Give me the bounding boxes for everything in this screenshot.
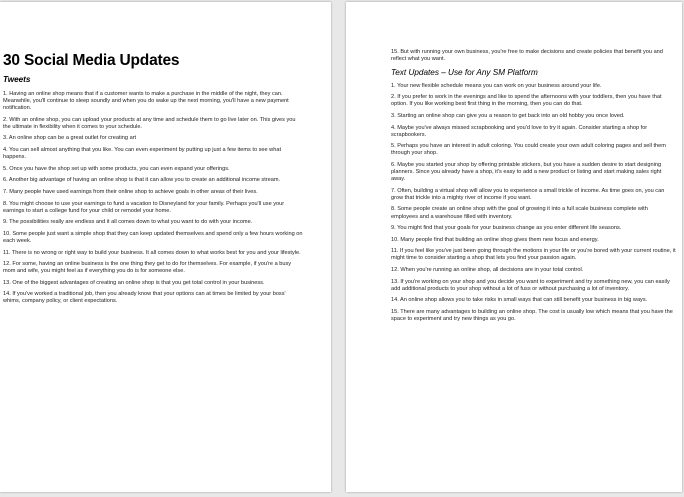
- text-update-paragraph: 11. If you feel like you've just been going through the motions in your life or you're bored with your current routine, it might time to consider starting a shop that lets you find your passion again.: [391, 248, 676, 262]
- tweet-paragraph: 11. There is no wrong or right way to build your business. It all comes down to what works best for you and your lifestyle.: [3, 249, 301, 256]
- section-heading-tweets: Tweets: [3, 75, 31, 84]
- tweet-paragraph: 3. An online shop can be a great outlet for creating art: [3, 135, 137, 142]
- text-update-paragraph: 1. Your new flexible schedule means you can work on your business around your life.: [391, 82, 602, 89]
- tweet-paragraph: 8. You might choose to use your earnings to fund a vacation to Disneyland for your family. Perhaps you'll use your earnings to start a college fund for your child or remodel your home.: [3, 200, 285, 214]
- tweet-paragraph: 10. Some people just want a simple shop that they can keep updated themselves and spend only a few hours working on each week.: [3, 230, 303, 244]
- text-update-paragraph: 5. Perhaps you have an interest in adult coloring. You could create your own adult coloring pages and sell them through your shop.: [391, 143, 666, 157]
- tweet-paragraph: 4. You can sell almost anything that you like. You can even experiment by putting up just a few items to see what happens.: [3, 147, 281, 161]
- tweet-paragraph: 9. The possibilities really are endless and it all comes down to what you want to do with your income.: [3, 219, 253, 226]
- document-title: 30 Social Media Updates: [3, 52, 180, 69]
- tweets-continued-list: [391, 49, 676, 63]
- text-updates-list: [391, 83, 676, 323]
- section-heading-text-updates: Text Updates – Use for Any SM Platform: [391, 67, 538, 77]
- text-update-paragraph: 14. An online shop allows you to take risks in small ways that can still benefit your business in big ways.: [391, 297, 648, 304]
- text-update-paragraph: 15. There are many advantages to building an online shop. The cost is usually low which means that you have the space to experiment and try new things as you go.: [391, 308, 673, 322]
- tweets-list: [3, 91, 303, 306]
- text-update-paragraph: 12. When you're running an online shop, all decisions are in your total control.: [391, 266, 584, 273]
- text-update-paragraph: 6. Maybe you started your shop by offering printable stickers, but you have a sudden desire to start designing planners. Since you already have a shop, it's easy to add a new product or listing and start making sales right away.: [391, 161, 662, 183]
- tweet-paragraph: 13. One of the biggest advantages of creating an online shop is that you get total control in your business.: [3, 279, 265, 286]
- text-update-paragraph: 13. If you're working on your shop and you decide you want to experiment and try something new, you can easily add additional products to your shop without a lot of fuss or without purchasing a lot of inventory.: [391, 278, 670, 292]
- text-update-paragraph: 7. Often, building a virtual shop will allow you to experience a small trickle of income. As time goes on, you can grow that trickle into a mighty river of income if you want.: [391, 187, 665, 201]
- tweet-paragraph: 14. If you've worked a traditional job, then you already know that your options can at times be limited by your boss' whims, company policy, or client expectations.: [3, 291, 286, 305]
- text-update-paragraph: 9. You might find that your goals for your business change as you enter different life seasons.: [391, 225, 622, 232]
- tweet-paragraph: 6. Another big advantage of having an online shop is that it can allow you to create an additional income stream.: [3, 177, 281, 184]
- document-page-2: [346, 2, 682, 492]
- document-page-1: [0, 2, 331, 492]
- tweet-paragraph: 5. Once you have the shop set up with some products, you can even expand your offerings.: [3, 165, 230, 172]
- text-update-paragraph: 2. If you prefer to work in the evenings and like to spend the afternoons with your toddlers, then you have that option. If you like working best first thing in the morning, then you can do that.: [391, 94, 662, 108]
- tweet-paragraph: 2. With an online shop, you can upload your products at any time and schedule them to go live later on. This gives you the ultimate in flexibility when it comes to your schedule.: [3, 116, 296, 130]
- tweet-paragraph: 1. Having an online shop means that if a customer wants to make a purchase in the middle of the night, they can. Meanwhile, you'll continue to sleep soundly and when you do wake up the next morning, you'll have a new payment notification.: [3, 91, 289, 112]
- tweet-paragraph: 12. For some, having an online business is the one thing they get to do for themselves. For example, if you're a busy mom and wife, you might feel as if everything you do is for someone else.: [3, 261, 292, 275]
- text-update-paragraph: 8. Some people create an online shop with the goal of growing it into a full scale business complete with employees and a warehouse filled with inventory.: [391, 206, 648, 220]
- text-update-paragraph: 3. Starting an online shop can give you a reason to get back into an old hobby you once loved.: [391, 112, 625, 119]
- page-2-content: [391, 49, 676, 328]
- text-update-paragraph: 4. Maybe you've always missed scrapbooking and you'd love to try it again. Consider starting a shop for scrapbookers.: [391, 124, 648, 138]
- page-1-content: [3, 52, 303, 310]
- tweet-paragraph: 15. But with running your own business, you're free to make decisions and create policies that benefit you and reflect what you want.: [391, 49, 663, 63]
- tweet-paragraph: 7. Many people have used earnings from their online shop to achieve goals in other areas of their lives.: [3, 188, 258, 195]
- text-update-paragraph: 10. Many people find that building an online shop gives them new focus and energy.: [391, 236, 599, 243]
